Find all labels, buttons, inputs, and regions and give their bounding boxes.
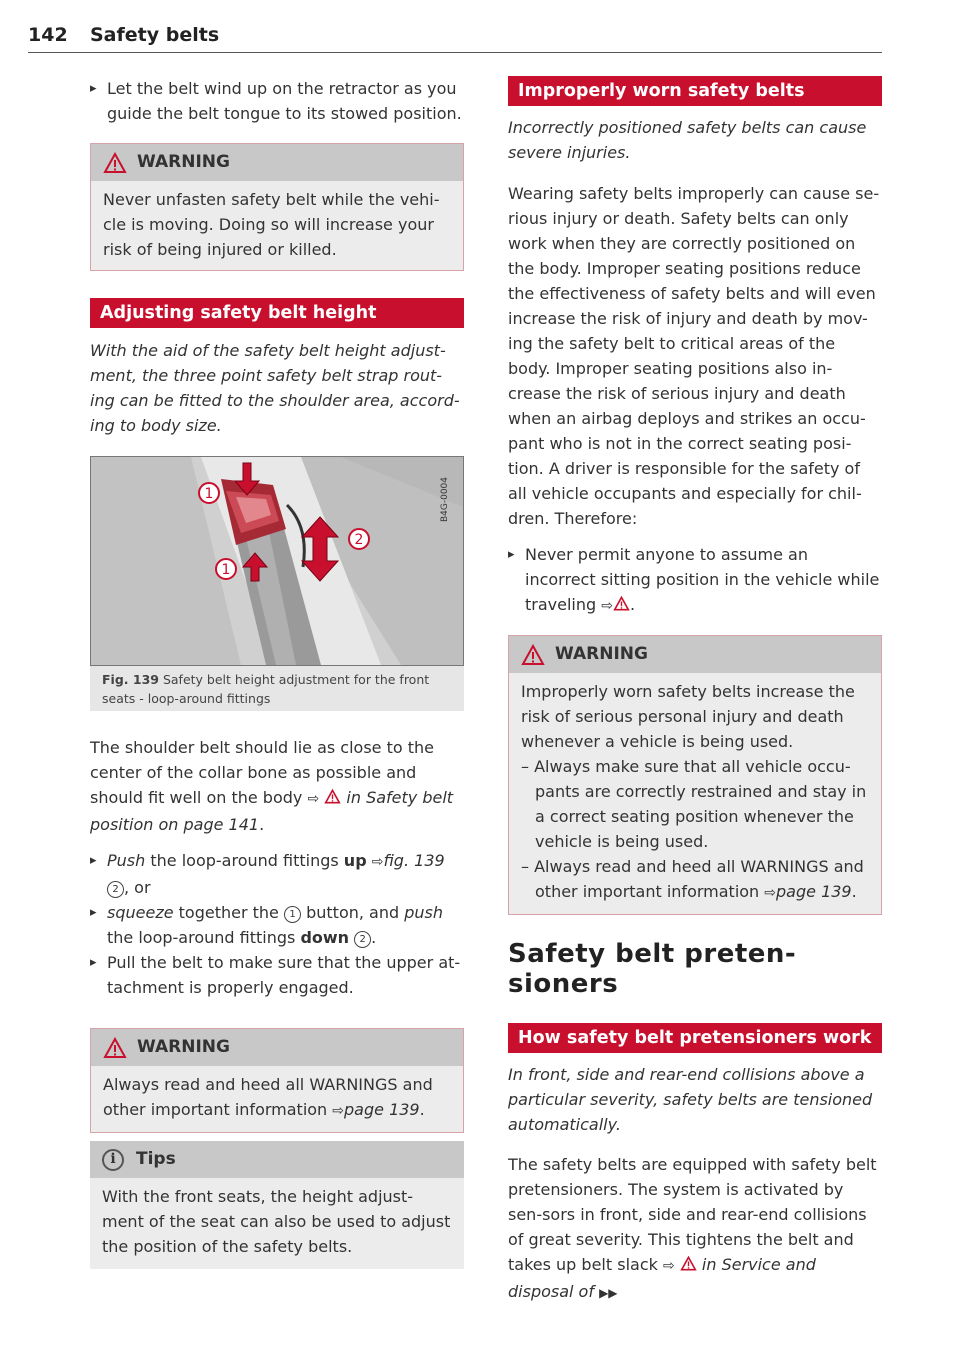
warning-triangle-icon [103,1037,127,1059]
warning-title: WARNING [137,1037,230,1057]
page-number: 142 [28,24,68,46]
warning-header [509,636,881,673]
chapter-title: Safety belts [90,24,220,46]
section-intro: In front, side and rear-end collisions above a particular severity, safety belts are tensioned automatically. [508,1065,873,1134]
incorrect-sitting-bullet: ▸ Never permit anyone to assume an incorrect sitting position in the vehicle while traveling ⇨ . [508,542,882,619]
warning-item-1-text: Always make sure that all vehicle occu-pants are correctly restrained and stay in a correct seating position whenever the vehicle is being used. [534,757,867,851]
figure-caption [90,666,464,711]
page-139-link[interactable]: page 139 [776,882,852,901]
warning-title: WARNING [555,644,648,664]
tips-box [90,1141,464,1269]
warning-text: Improperly worn safety belts increase the risk of serious personal injury and death whenever a vehicle is being used. [521,682,855,751]
step-squeeze-text-3: the loop-around fittings [107,928,296,947]
warning-header [91,1029,463,1066]
warning-title: WARNING [137,152,230,172]
figure-139 [90,456,464,711]
tips-text: With the front seats, the height adjust-ment of the seat can also be used to adjust the position of the safety belts. [102,1187,451,1256]
body-paragraph [90,735,464,837]
belt-adjuster-illustration [91,457,463,665]
para-text: The shoulder belt should lie as close to the center of the collar bone as possible and should fit well on the body [90,738,435,807]
warning-text-body: Always read and heed all WARNINGS and other important information [103,1075,433,1119]
service-and-disposal-link[interactable]: in Service and disposal of [508,1255,816,1301]
warning-header [91,144,463,181]
body-text: The safety belts are equipped with safety belt pretensioners. The system is activated by sen-sors in front, side and rear-end collisions of great severity. This tightens the belt and takes up belt slack [508,1155,877,1274]
warning-item-2-text: Always read and heed all WARNINGS and other important information [534,857,864,901]
section-heading: How safety belt pretensioners work [508,1023,882,1053]
body-paragraph: Wearing safety belts improperly can cause se-rious injury or death. Safety belts can only work when they are correctly positioned on the body. Improper seating positions reduce the effectiveness of safety belts and will even increase the risk of injury and death by mov-ing the safety belt to critical areas of the body. Improper seating positions also in-crease the risk of serious injury and death when an airbag deploys and strikes an occu-pant who is not in the correct seating posi-tion. A driver is responsible for the safety of all vehicle occupants and especially for chil-dren. Therefore: [508,184,880,528]
step-squeeze-verb: squeeze [107,903,174,922]
step-push-end: , or [124,878,151,897]
chapter-heading-line-2: sioners [508,969,619,999]
step-push [90,848,464,900]
warning-triangle-icon [680,1256,697,1271]
warning-text-end: . [419,1100,425,1119]
callout-1-inline: 1 [284,906,301,923]
reference-arrow-icon: ⇨ [601,598,613,614]
chapter-heading [508,939,882,999]
reference-arrow-icon: ⇨ [307,791,320,807]
step-push-verb: Push [107,851,146,870]
warning-box [90,1028,464,1133]
header-rule [28,52,882,53]
figure-caption-label: Fig. 139 [102,672,159,687]
reference-arrow-icon: ⇨ [764,885,777,901]
safety-belt-position-link[interactable]: in Safety belt position on page 141 [90,788,454,834]
info-icon: i [102,1149,124,1171]
warning-text [91,1066,463,1132]
figure-caption-text: Safety belt height adjustment for the front seats - loop-around fittings [102,672,430,706]
callout-2-inline: 2 [354,931,371,948]
fig-139-link[interactable]: fig. 139 [383,851,445,870]
chapter-heading-line-1: Safety belt preten- [508,939,797,969]
warning-triangle-icon [613,596,630,611]
para-end: . [259,815,265,834]
warning-text: Never unfasten safety belt while the vehi-cle is moving. Doing so will increase your risk of being injured or killed. [103,190,440,259]
right-column [508,76,882,1306]
tips-title: Tips [136,1149,176,1169]
left-column [90,76,464,1269]
step-squeeze [90,900,464,950]
step-squeeze-text-2: button, and [306,903,400,922]
figure-code: B4G-0004 [440,477,450,523]
warning-box [90,143,464,271]
warning-triangle-icon [103,152,127,174]
reference-arrow-icon: ⇨ [332,1103,345,1119]
step-squeeze-push: push [404,903,444,922]
section-heading: Improperly worn safety belts [508,76,882,106]
step-push-direction: up [343,851,367,870]
step-squeeze-direction: down [300,928,350,947]
warning-box [508,635,882,915]
continue-arrow-icon: ▶▶ [599,1286,618,1300]
body-paragraph [508,1152,882,1306]
warning-body [509,673,881,914]
tips-header [90,1141,464,1178]
callout-2: 2 [354,532,364,548]
step-push-text: the loop-around fittings [150,851,339,870]
step-squeeze-end: . [371,928,377,947]
warning-item-1: – Always make sure that all vehicle occu-pants are correctly restrained and stay in a correct seating position whenever the vehicle is being used. [521,757,867,851]
warning-item-2: – Always read and heed all WARNINGS and other important information ⇨page 139. [521,857,864,901]
callout-1-top: 1 [204,486,214,502]
warning-triangle-icon [324,789,341,804]
warning-triangle-icon [521,644,545,666]
section-intro: Incorrectly positioned safety belts can cause severe injuries. [508,118,867,162]
page-139-link[interactable]: page 139 [344,1100,420,1119]
callout-2-inline: 2 [107,881,124,898]
step-pull: ▸ Pull the belt to make sure that the upper at-tachment is properly engaged. [90,950,464,1000]
section-intro: With the aid of the safety belt height adjust-ment, the three point safety belt strap rout-ing can be fitted to the shoulder area, accord-ing to body size. [90,341,460,435]
reference-arrow-icon: ⇨ [371,854,384,870]
step-squeeze-text: together the [178,903,279,922]
intro-bullet: ▸ Let the belt wind up on the retractor as you guide the belt tongue to its stowed position. [90,76,464,126]
figure-image [90,456,464,666]
section-heading: Adjusting safety belt height [90,298,464,328]
warning-item-2-end: . [851,882,857,901]
reference-arrow-icon: ⇨ [662,1258,675,1274]
callout-1-bottom: 1 [221,562,231,578]
bullet-text: Never permit anyone to assume an incorrect sitting position in the vehicle while traveling [525,545,880,614]
